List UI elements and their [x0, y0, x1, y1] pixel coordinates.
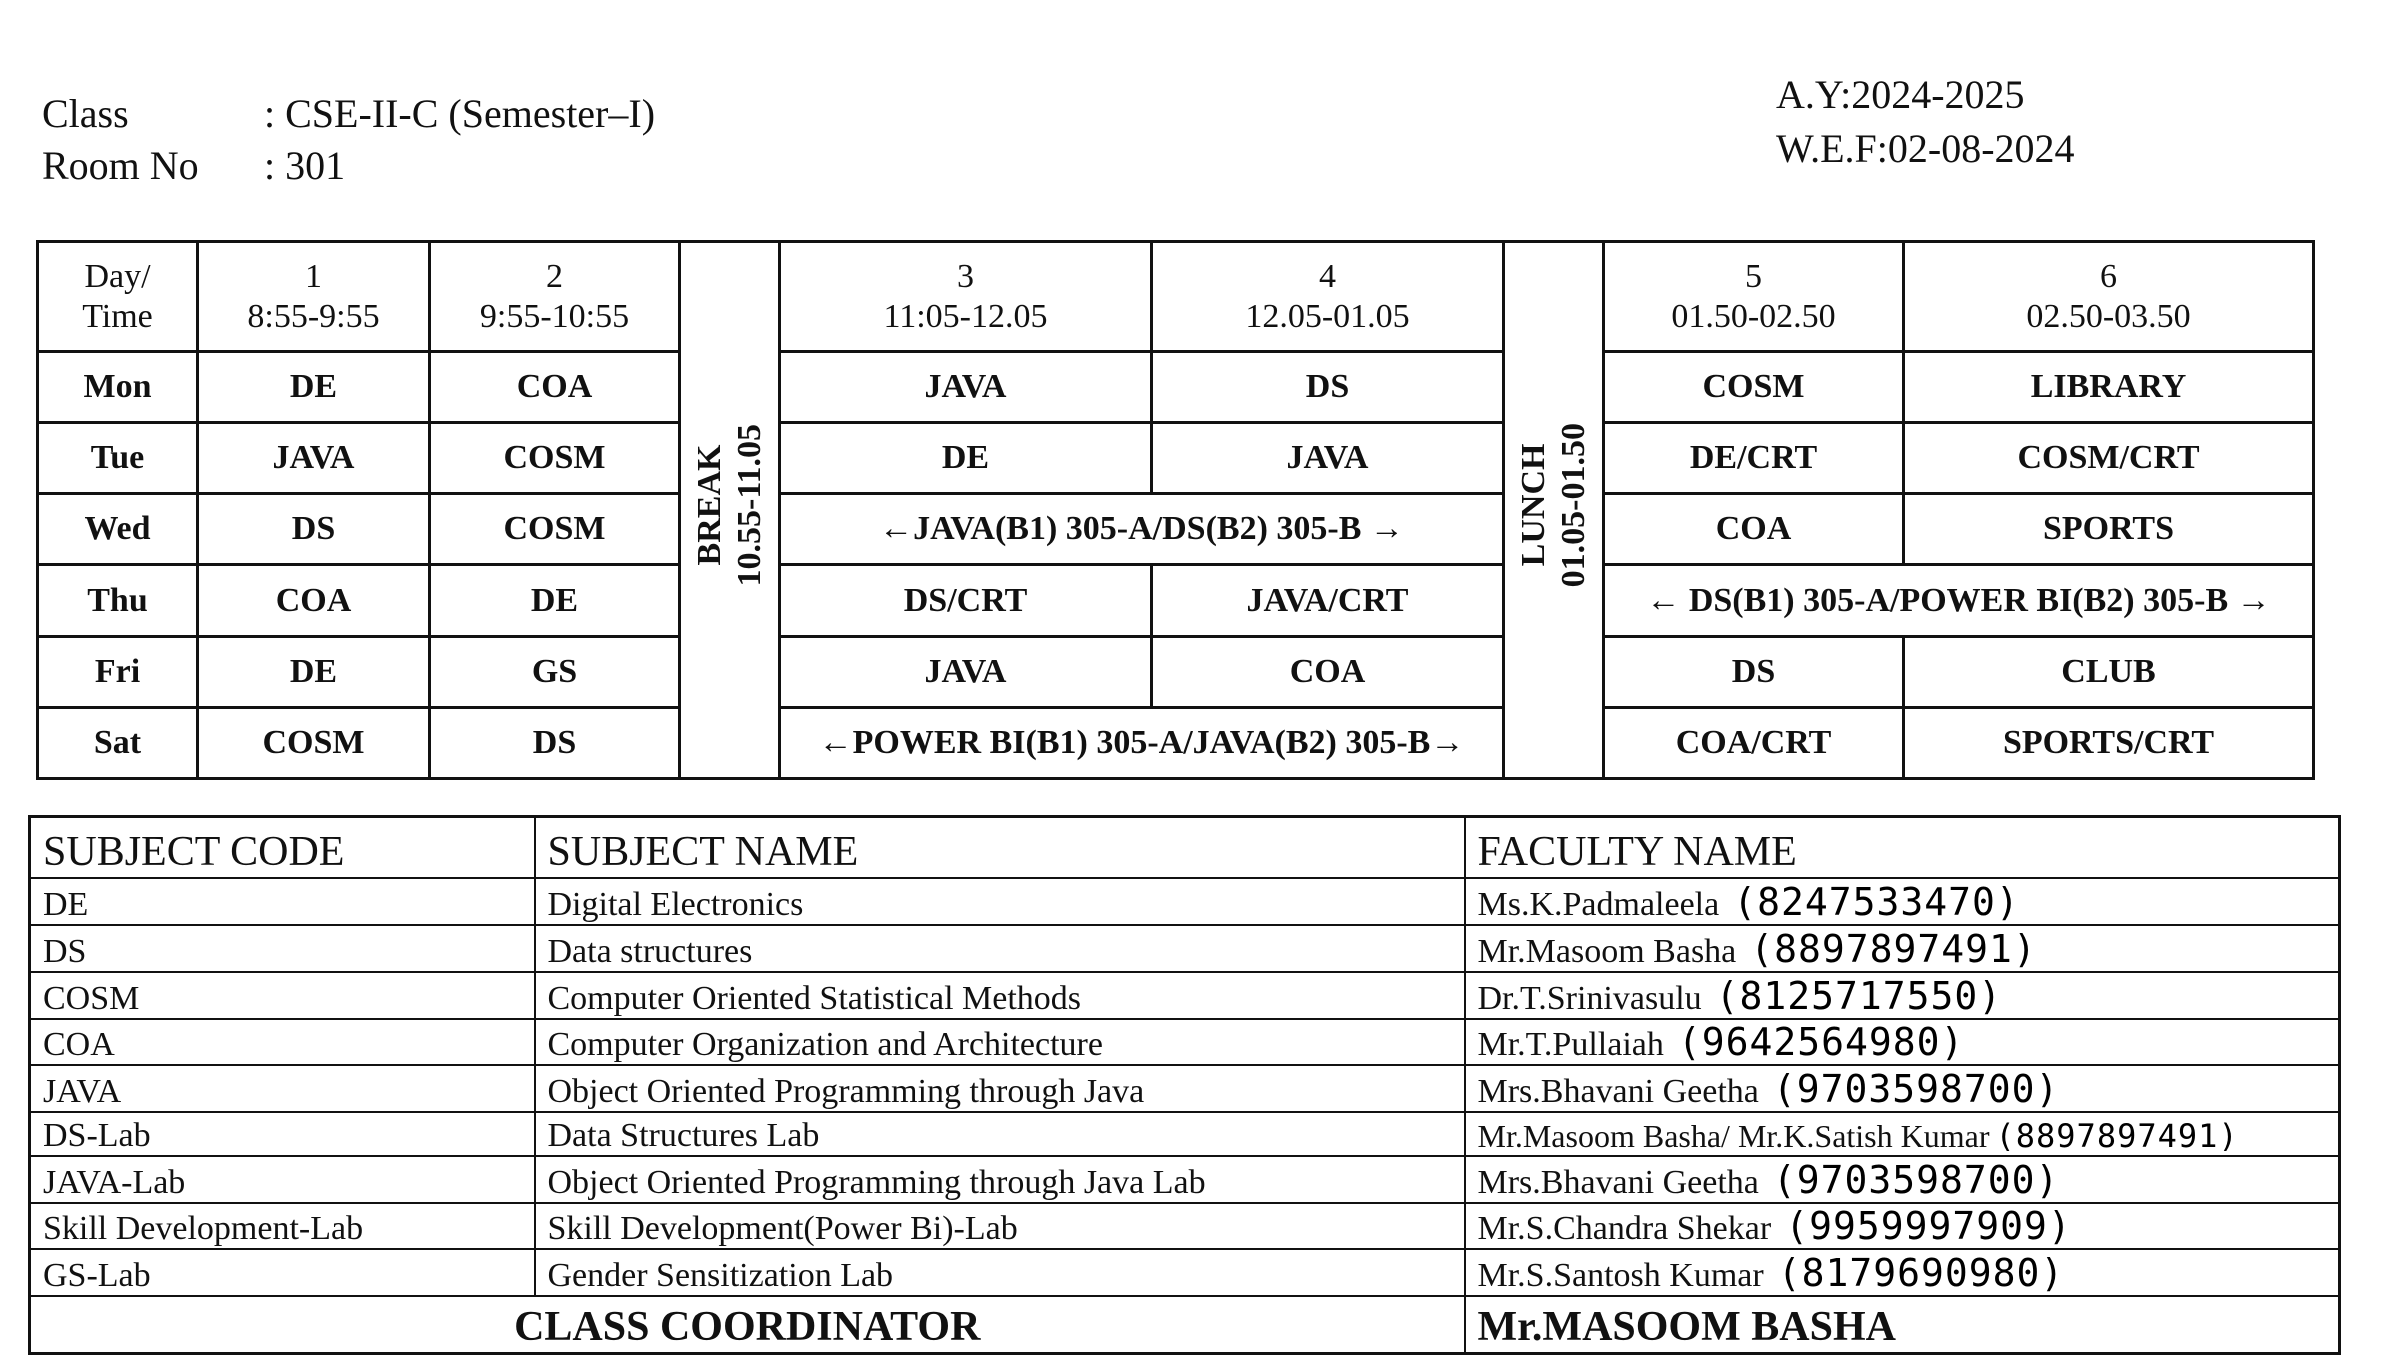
faculty-cell [1465, 878, 2340, 925]
subject-row [30, 972, 2340, 1019]
slot-cell: GS [430, 636, 680, 707]
faculty-cell [1465, 1249, 2340, 1296]
class-info [42, 88, 655, 192]
faculty-name: Mr.S.Chandra Shekar [1477, 1210, 1772, 1248]
faculty-name: Mr.Masoom Basha [1477, 932, 1737, 970]
slot-cell: LIBRARY [1904, 352, 2314, 423]
subject-code: DS [30, 925, 535, 972]
break-column: BREAK 10.55-11.05 [680, 242, 780, 779]
class-coordinator-name: Mr.MASOOM BASHA [1465, 1296, 2340, 1353]
slot-cell: DE [198, 352, 430, 423]
subject-code: COA [30, 1019, 535, 1066]
day-time-header: Day/ Time [38, 242, 198, 352]
faculty-cell [1465, 1019, 2340, 1066]
faculty-phone: (8247533470) [1733, 879, 2020, 924]
slot-cell: COA/CRT [1604, 707, 1904, 778]
subject-row [30, 1112, 2340, 1156]
subject-row [30, 1019, 2340, 1066]
lunch-column: LUNCH 01.05-01.50 [1504, 242, 1604, 779]
subject-name-header: SUBJECT NAME [535, 817, 1465, 879]
faculty-name: Mrs.Bhavani Geetha [1477, 1073, 1759, 1111]
subject-row [30, 925, 2340, 972]
slot-cell: DE [780, 423, 1152, 494]
slot-cell: DE/CRT [1604, 423, 1904, 494]
row-fri [38, 636, 2314, 707]
subject-name: Object Oriented Programming through Java [535, 1065, 1465, 1112]
subject-name: Computer Oriented Statistical Methods [535, 972, 1465, 1019]
faculty-phone: (8897897491) [1750, 926, 2037, 971]
slot-cell: COSM [430, 423, 680, 494]
day-cell: Wed [38, 494, 198, 565]
period-2-header: 2 9:55-10:55 [430, 242, 680, 352]
subject-name: Skill Development(Power Bi)-Lab [535, 1203, 1465, 1250]
slot-cell: DS [1152, 352, 1504, 423]
subject-table [28, 815, 2341, 1355]
subject-code: JAVA [30, 1065, 535, 1112]
faculty-cell [1465, 925, 2340, 972]
subject-name: Digital Electronics [535, 878, 1465, 925]
slot-cell: DS/CRT [780, 565, 1152, 636]
slot-cell: JAVA [780, 352, 1152, 423]
slot-cell: SPORTS [1904, 494, 2314, 565]
lab-slot-cell: ←JAVA(B1) 305-A/DS(B2) 305-B → [780, 494, 1504, 565]
subject-name: Gender Sensitization Lab [535, 1249, 1465, 1296]
subject-code: DE [30, 878, 535, 925]
day-cell: Sat [38, 707, 198, 778]
slot-cell: COSM [430, 494, 680, 565]
subject-row [30, 1156, 2340, 1203]
slot-cell: DS [198, 494, 430, 565]
row-sat [38, 707, 2314, 778]
slot-cell: JAVA [1152, 423, 1504, 494]
lab-slot-cell: ← DS(B1) 305-A/POWER BI(B2) 305-B → [1604, 565, 2314, 636]
faculty-name: Mr.S.Santosh Kumar [1477, 1257, 1764, 1295]
subject-row [30, 1065, 2340, 1112]
subject-code: Skill Development-Lab [30, 1203, 535, 1250]
class-label: Class [42, 91, 129, 136]
slot-cell: COA [430, 352, 680, 423]
subject-code: JAVA-Lab [30, 1156, 535, 1203]
faculty-cell [1465, 1156, 2340, 1203]
faculty-phone: (9959997909) [1785, 1204, 2072, 1249]
faculty-cell [1465, 1112, 2340, 1156]
faculty-cell [1465, 972, 2340, 1019]
faculty-phone: (8897897491) [1995, 1116, 2239, 1155]
row-mon [38, 352, 2314, 423]
faculty-phone: (9703598700) [1772, 1067, 2060, 1112]
subject-header-row [30, 817, 2340, 879]
class-coordinator-label: CLASS COORDINATOR [30, 1296, 1465, 1353]
year-info [1776, 68, 2075, 176]
faculty-cell [1465, 1065, 2340, 1112]
subject-row [30, 878, 2340, 925]
subject-row [30, 1249, 2340, 1296]
lab-slot-cell: ←POWER BI(B1) 305-A/JAVA(B2) 305-B→ [780, 707, 1504, 778]
slot-cell: COA [1152, 636, 1504, 707]
day-cell: Tue [38, 423, 198, 494]
faculty-phone: (8125717550) [1715, 973, 2003, 1018]
room-value: : 301 [264, 143, 346, 188]
period-3-header: 3 11:05-12.05 [780, 242, 1152, 352]
faculty-phone: (9703598700) [1772, 1157, 2060, 1202]
subject-code-header: SUBJECT CODE [30, 817, 535, 879]
timetable [36, 240, 2315, 780]
subject-name: Data Structures Lab [535, 1112, 1465, 1156]
slot-cell: COSM/CRT [1904, 423, 2314, 494]
coordinator-row [30, 1296, 2340, 1353]
slot-cell: DE [198, 636, 430, 707]
day-cell: Mon [38, 352, 198, 423]
subject-row [30, 1203, 2340, 1250]
slot-cell: COSM [1604, 352, 1904, 423]
faculty-name: Dr.T.Srinivasulu [1477, 979, 1702, 1017]
faculty-name: Mrs.Bhavani Geetha [1477, 1163, 1759, 1201]
subject-name: Computer Organization and Architecture [535, 1019, 1465, 1066]
period-1-header: 1 8:55-9:55 [198, 242, 430, 352]
slot-cell: DE [430, 565, 680, 636]
row-thu [38, 565, 2314, 636]
timetable-header-row [38, 242, 2314, 352]
faculty-name-header: FACULTY NAME [1465, 817, 2340, 879]
subject-name: Data structures [535, 925, 1465, 972]
slot-cell: SPORTS/CRT [1904, 707, 2314, 778]
day-cell: Thu [38, 565, 198, 636]
class-value: : CSE-II-C (Semester–I) [264, 91, 656, 136]
period-4-header: 4 12.05-01.05 [1152, 242, 1504, 352]
subject-code: DS-Lab [30, 1112, 535, 1156]
faculty-name: Mr.T.Pullaiah [1477, 1026, 1664, 1064]
slot-cell: COSM [198, 707, 430, 778]
row-tue [38, 423, 2314, 494]
slot-cell: JAVA [198, 423, 430, 494]
subject-code: COSM [30, 972, 535, 1019]
wef-date: W.E.F:02-08-2024 [1776, 126, 2075, 171]
slot-cell: JAVA/CRT [1152, 565, 1504, 636]
subject-code: GS-Lab [30, 1249, 535, 1296]
faculty-phone: (8179690980) [1777, 1251, 2065, 1296]
slot-cell: DS [1604, 636, 1904, 707]
slot-cell: DS [430, 707, 680, 778]
faculty-name: Ms.K.Padmaleela [1477, 885, 1720, 923]
slot-cell: COA [1604, 494, 1904, 565]
period-5-header: 5 01.50-02.50 [1604, 242, 1904, 352]
day-cell: Fri [38, 636, 198, 707]
faculty-cell [1465, 1203, 2340, 1250]
room-label: Room No [42, 143, 199, 188]
row-wed [38, 494, 2314, 565]
slot-cell: CLUB [1904, 636, 2314, 707]
slot-cell: JAVA [780, 636, 1152, 707]
faculty-phone: (9642564980) [1677, 1020, 1965, 1065]
academic-year: A.Y:2024-2025 [1776, 72, 2025, 117]
faculty-name: Mr.Masoom Basha/ Mr.K.Satish Kumar [1477, 1117, 1990, 1154]
slot-cell: COA [198, 565, 430, 636]
period-6-header: 6 02.50-03.50 [1904, 242, 2314, 352]
subject-name: Object Oriented Programming through Java Lab [535, 1156, 1465, 1203]
